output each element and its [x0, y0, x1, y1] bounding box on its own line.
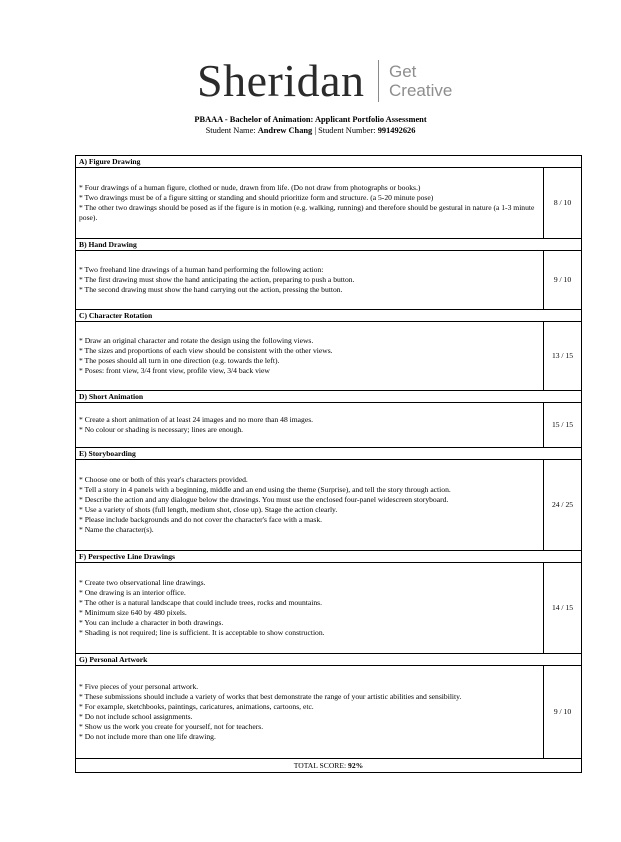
section-requirements — [76, 563, 544, 654]
section-header-row — [76, 391, 582, 403]
requirement-line: * Tell a story in 4 panels with a beginning, middle and an end using the theme (Surprise), and tell the story through action. — [79, 485, 451, 494]
requirement-line: * For example, sketchbooks, paintings, caricatures, animations, cartoons, etc. — [79, 702, 314, 711]
section-content-row — [76, 322, 582, 391]
section-content-row — [76, 168, 582, 239]
section-header-row — [76, 448, 582, 460]
logo-tagline-line-2: Creative — [389, 81, 453, 100]
requirement-line: * Two freehand line drawings of a human hand performing the following action: — [79, 265, 324, 274]
section-header-row — [76, 310, 582, 322]
section-score: 8 / 10 — [543, 168, 581, 239]
document-title: PBAAA - Bachelor of Animation: Applicant Portfolio Assessment — [194, 115, 427, 124]
student-info-separator: | — [314, 126, 317, 135]
section-score: 9 / 10 — [543, 666, 581, 759]
section-score: 14 / 15 — [543, 563, 581, 654]
student-name-label: Student Name: — [205, 126, 256, 135]
total-score-cell — [76, 759, 582, 773]
requirement-line: * These submissions should include a variety of works that best demonstrate the range of your artistic abilities and sensibility. — [79, 692, 462, 701]
requirement-line: * The sizes and proportions of each view should be consistent with the other views. — [79, 346, 333, 355]
section-requirements — [76, 666, 544, 759]
student-info — [0, 125, 621, 136]
requirement-line: * Create a short animation of at least 24 images and no more than 48 images. — [79, 415, 314, 424]
requirement-line: * You can include a character in both drawings. — [79, 618, 224, 627]
assessment-table — [75, 155, 582, 773]
section-requirements — [76, 322, 544, 391]
section-header-row — [76, 654, 582, 666]
section-content-row — [76, 563, 582, 654]
student-number-label: Student Number: — [318, 126, 376, 135]
section-content-row — [76, 403, 582, 448]
requirement-line: * Minimum size 640 by 480 pixels. — [79, 608, 187, 617]
sheridan-logo — [0, 56, 621, 106]
section-requirements — [76, 251, 544, 310]
requirement-line: * Show us the work you create for yourself, not for teachers. — [79, 722, 264, 731]
section-score: 9 / 10 — [543, 251, 581, 310]
requirement-line: * No colour or shading is necessary; lines are enough. — [79, 425, 244, 434]
requirement-line: * The first drawing must show the hand anticipating the action, preparing to push a button. — [79, 275, 355, 284]
section-title: E) Storyboarding — [76, 448, 582, 460]
logo-tagline-line-1: Get — [389, 62, 417, 81]
requirement-line: * Choose one or both of this year's characters provided. — [79, 475, 248, 484]
section-score: 13 / 15 — [543, 322, 581, 391]
section-header-row — [76, 551, 582, 563]
document-header — [0, 114, 621, 136]
requirement-line: * Please include backgrounds and do not cover the character's face with a mask. — [79, 515, 323, 524]
section-content-row — [76, 460, 582, 551]
requirement-line: * Do not include more than one life drawing. — [79, 732, 216, 741]
section-title: B) Hand Drawing — [76, 239, 582, 251]
requirement-line: * The other is a natural landscape that could include trees, rocks and mountains. — [79, 598, 322, 607]
requirement-line: * Draw an original character and rotate the design using the following views. — [79, 336, 314, 345]
logo-divider — [378, 60, 379, 102]
section-title: A) Figure Drawing — [76, 156, 582, 168]
section-title: F) Perspective Line Drawings — [76, 551, 582, 563]
section-requirements — [76, 168, 544, 239]
requirement-line: * One drawing is an interior office. — [79, 588, 186, 597]
requirement-line: * Five pieces of your personal artwork. — [79, 682, 199, 691]
requirement-line: * Two drawings must be of a figure sitting or standing and should prioritize form and structure. (a 5-20 minute pose) — [79, 193, 434, 202]
section-score: 24 / 25 — [543, 460, 581, 551]
section-content-row — [76, 666, 582, 759]
logo-tagline — [389, 62, 452, 100]
section-score: 15 / 15 — [543, 403, 581, 448]
section-title: D) Short Animation — [76, 391, 582, 403]
requirement-line: * Four drawings of a human figure, clothed or nude, drawn from life. (Do not draw from photographs or books.) — [79, 183, 421, 192]
requirement-line: * Do not include school assignments. — [79, 712, 193, 721]
section-title: G) Personal Artwork — [76, 654, 582, 666]
section-header-row — [76, 156, 582, 168]
student-name: Andrew Chang — [257, 126, 313, 135]
total-score-value: 92% — [348, 760, 364, 770]
total-score-label: TOTAL SCORE: — [293, 760, 347, 770]
requirement-line: * Name the character(s). — [79, 525, 154, 534]
section-content-row — [76, 251, 582, 310]
section-requirements — [76, 460, 544, 551]
requirement-line: * Describe the action and any dialogue below the drawings. You must use the enclosed four-panel widescreen storyboard. — [79, 495, 449, 504]
requirement-line: * The other two drawings should be posed as if the figure is in motion (e.g. walking, running) and therefore should be gestural in nature (a 1-3 minute pose). — [79, 203, 535, 222]
requirement-line: * Shading is not required; line is sufficient. It is acceptable to show construction. — [79, 628, 325, 637]
logo-wordmark: Sheridan — [197, 55, 365, 106]
requirement-line: * Use a variety of shots (full length, medium shot, close up). Stage the action clearly. — [79, 505, 338, 514]
section-title: C) Character Rotation — [76, 310, 582, 322]
requirement-line: * The poses should all turn in one direction (e.g. towards the left). — [79, 356, 280, 365]
student-number: 991492626 — [377, 126, 416, 135]
requirement-line: * Create two observational line drawings. — [79, 578, 206, 587]
section-requirements — [76, 403, 544, 448]
requirement-line: * Poses: front view, 3/4 front view, profile view, 3/4 back view — [79, 366, 270, 375]
requirement-line: * The second drawing must show the hand carrying out the action, pressing the button. — [79, 285, 343, 294]
section-header-row — [76, 239, 582, 251]
total-row — [76, 759, 582, 773]
